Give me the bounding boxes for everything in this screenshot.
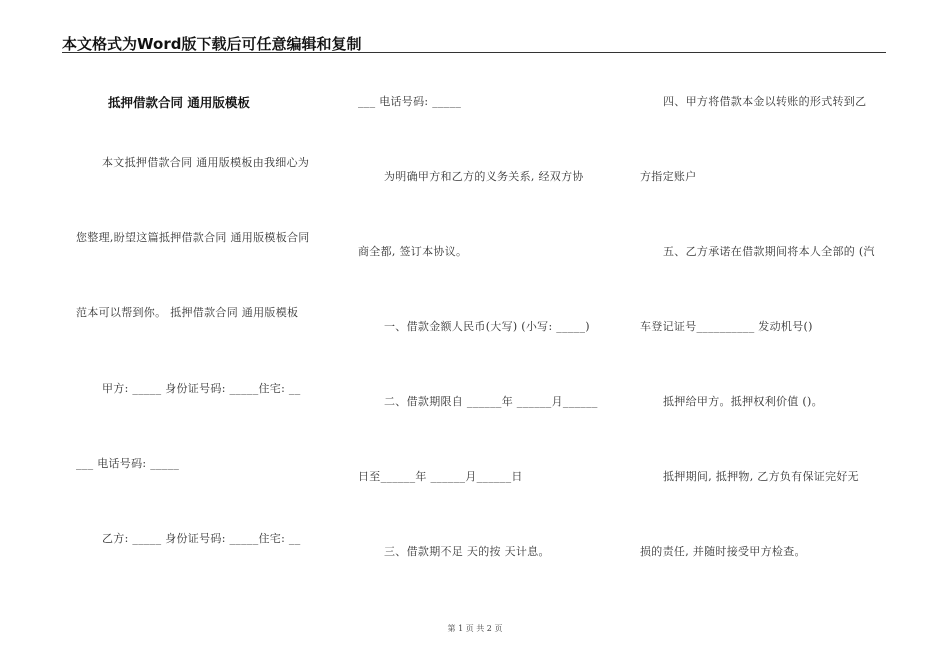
col1-line-4: 甲方: _____ 身份证号码: _____住宅: __ [102,382,301,395]
col1-line-3: 范本可以帮到你。 抵押借款合同 通用版模板 [76,306,299,319]
header-divider [62,52,886,53]
col2-line-2: 为明确甲方和乙方的义务关系, 经双方协 [384,170,584,183]
col1-line-6: 乙方: _____ 身份证号码: _____住宅: __ [102,532,301,545]
document-title: 抵押借款合同 通用版模板 [108,95,250,110]
page-number: 第 1 页 共 2 页 [447,624,503,633]
col3-line-7: 损的责任, 并随时接受甲方检查。 [640,545,806,558]
col3-line-2: 方指定账户 [640,170,697,183]
col2-line-7: 三、借款期不足 天的按 天计息。 [384,545,550,558]
col2-line-4: 一、借款金额人民币(大写) (小写: _____) [384,320,590,333]
col3-line-3: 五、乙方承诺在借款期间将本人全部的 (汽 [663,245,875,258]
document-banner: 本文格式为Word版下载后可任意编辑和复制 [62,35,362,53]
col1-line-5: ___ 电话号码: _____ [76,457,180,470]
col2-line-1: ___ 电话号码: _____ [358,95,462,108]
col3-line-6: 抵押期间, 抵押物, 乙方负有保证完好无 [663,470,859,483]
col2-line-5: 二、借款期限自 ______年 ______月______ [384,395,598,408]
col2-line-6: 日至______年 ______月______日 [358,470,523,483]
col1-line-2: 您整理,盼望这篇抵押借款合同 通用版模板合同 [76,231,310,244]
col3-line-1: 四、甲方将借款本金以转账的形式转到乙 [663,95,867,108]
col3-line-5: 抵押给甲方。抵押权利价值 ()。 [663,395,823,408]
col2-line-3: 商全都, 签订本协议。 [358,245,468,258]
col3-line-4: 车登记证号__________ 发动机号() [640,320,813,333]
col1-line-1: 本文抵押借款合同 通用版模板由我细心为 [102,156,310,169]
